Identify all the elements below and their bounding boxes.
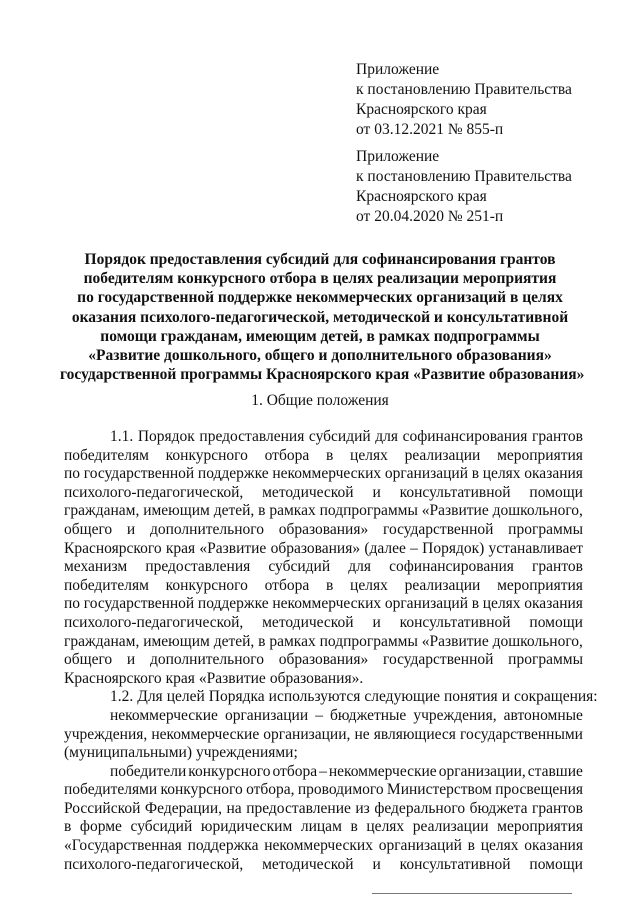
body-line: [64, 447, 583, 466]
body-word: «Государственная: [64, 837, 182, 855]
body-word: и: [126, 520, 136, 538]
body-word: отбора: [272, 762, 318, 780]
annex-label: Приложение: [356, 61, 440, 78]
body-line: [64, 726, 583, 745]
body-word: подпрограммы: [319, 502, 418, 520]
body-word: общего: [64, 651, 113, 669]
body-word: отбора: [264, 576, 310, 594]
body-word: психолого-педагогической,: [64, 483, 244, 501]
body-word: по: [64, 595, 81, 613]
body-line: [64, 651, 583, 670]
body-word: юридическим: [200, 818, 293, 836]
body-word: следующие: [364, 688, 441, 706]
body-word: реализации: [404, 446, 481, 464]
body-word: победителями: [64, 781, 158, 799]
body-line: [64, 633, 583, 652]
annex-region: Красноярского края: [356, 188, 487, 205]
body-word: из: [355, 799, 370, 817]
body-word: поддержка: [187, 837, 259, 855]
body-word: психолого-педагогической,: [64, 855, 244, 873]
body-word: дошкольного,: [492, 632, 583, 650]
body-word: 1.2.: [110, 688, 134, 706]
body-word: в: [471, 595, 480, 613]
body-word: организации,: [263, 725, 351, 743]
body-word: поддержке: [197, 465, 269, 483]
body-word: конкурсного: [165, 446, 248, 464]
body-word: дополнительного: [149, 651, 264, 669]
body-word: программы: [508, 520, 583, 538]
body-text: [64, 428, 598, 874]
body-word: устанавливает: [488, 539, 583, 557]
body-line: [64, 744, 583, 763]
body-line: [64, 577, 583, 596]
body-word: (муниципальными): [64, 744, 192, 762]
body-word: победителям: [64, 576, 149, 594]
body-word: бюджета: [469, 799, 528, 817]
body-word: и: [372, 483, 381, 501]
body-word: Федерации,: [144, 799, 222, 817]
body-word: организаций: [378, 837, 462, 855]
body-word: государственной: [83, 595, 195, 613]
body-word: оказания: [524, 837, 583, 855]
body-word: Красноярского: [64, 539, 162, 557]
body-word: форме: [79, 818, 122, 836]
body-word: предоставление: [246, 799, 351, 817]
annex-date-number: от 03.12.2021 № 855-п: [356, 121, 504, 138]
body-word: «Развитие: [199, 539, 267, 557]
body-word: психолого-педагогической,: [64, 613, 244, 631]
body-word: победители: [110, 762, 187, 780]
body-line: [64, 837, 583, 856]
body-word: некоммерческие: [151, 725, 260, 743]
body-word: в: [258, 502, 266, 520]
body-word: детей,: [213, 502, 255, 520]
body-word: в: [350, 818, 358, 836]
body-word: методической: [262, 855, 354, 873]
body-word: некоммерческих: [264, 837, 373, 855]
body-line: [64, 856, 583, 875]
annex-region: Красноярского края: [356, 101, 487, 118]
body-line: [64, 781, 583, 800]
body-word: гражданам,: [64, 632, 140, 650]
body-word: конкурсного: [160, 781, 243, 799]
body-word: государственной: [382, 651, 494, 669]
body-word: мероприятия: [497, 576, 583, 594]
body-word: некоммерческих: [272, 595, 382, 613]
body-word: в: [64, 818, 72, 836]
body-word: мероприятия: [497, 818, 583, 836]
body-word: предоставления: [145, 558, 251, 576]
body-word: рамках: [269, 632, 316, 650]
body-word: целях: [480, 837, 519, 855]
body-word: федерального: [374, 799, 466, 817]
body-word: для: [375, 428, 399, 445]
body-word: методической: [262, 613, 354, 631]
body-word: учреждения,: [64, 725, 148, 743]
body-word: Министерством: [386, 781, 492, 799]
body-word: грантов: [532, 428, 583, 445]
body-line: [64, 614, 583, 633]
body-word: проводимого: [297, 781, 384, 799]
body-word: и: [372, 613, 381, 631]
body-line: [64, 763, 583, 782]
body-word: 1.1.: [110, 428, 134, 445]
body-word: бюджетные: [330, 706, 407, 724]
body-word: мероприятия: [497, 446, 583, 464]
title-line: победителям конкурсного отбора в целях реализации мероприятия: [83, 270, 557, 288]
body-word: понятия: [444, 688, 498, 706]
body-word: дополнительного: [149, 520, 264, 538]
title-line: по государственной поддержке некоммерческих организаций в целях: [77, 289, 563, 307]
body-word: по: [64, 465, 81, 483]
body-word: предоставления: [199, 428, 305, 445]
body-word: (далее: [364, 539, 406, 557]
body-word: субсидий: [308, 428, 371, 445]
body-line: [64, 707, 583, 726]
title-line: помощи гражданам, имеющим детей, в рамках подпрограммы: [100, 327, 540, 345]
body-word: детей,: [213, 632, 255, 650]
body-word: Российской: [64, 799, 141, 817]
body-word: целях: [366, 818, 405, 836]
title-line: Порядок предоставления субсидий для софинансирования грантов: [84, 251, 556, 268]
body-word: конкурсного: [188, 762, 271, 780]
body-word: рамках: [269, 502, 316, 520]
body-word: края: [165, 539, 196, 557]
body-word: государственными: [460, 725, 583, 743]
body-word: субсидий: [268, 558, 331, 576]
body-word: консультативной: [399, 855, 511, 873]
body-word: просвещения: [495, 781, 583, 799]
annex-original-block: [356, 147, 616, 227]
body-word: конкурсного: [165, 576, 248, 594]
body-line: [64, 465, 583, 484]
body-word: образования»: [278, 520, 369, 538]
body-word: Порядок: [137, 428, 195, 445]
body-word: и: [372, 855, 381, 873]
body-word: отбора,: [246, 781, 295, 799]
body-word: некоммерческих: [272, 465, 382, 483]
body-word: сокращения:: [513, 688, 598, 706]
body-word: грантов: [532, 558, 583, 576]
body-word: целях: [350, 576, 388, 594]
body-word: учреждения,: [413, 706, 497, 724]
body-word: Для: [137, 688, 163, 706]
body-word: субсидий: [130, 818, 193, 836]
annex-current-block: [356, 60, 616, 140]
body-word: «Развитие: [421, 502, 489, 520]
body-word: консультативной: [399, 613, 511, 631]
body-word: используются: [268, 688, 361, 706]
body-word: некоммерческие: [110, 706, 218, 724]
body-line: [64, 521, 583, 540]
body-word: гражданам,: [64, 502, 140, 520]
body-word: и: [126, 651, 136, 669]
body-word: подпрограммы: [319, 632, 418, 650]
body-word: помощи: [529, 483, 583, 501]
annex-date-number: от 20.04.2020 № 251-п: [356, 208, 504, 225]
body-line: [64, 540, 583, 559]
body-word: в: [467, 837, 475, 855]
body-word: государственной: [83, 465, 195, 483]
body-word: грантов: [531, 799, 583, 817]
body-line: [64, 502, 583, 521]
body-word: Красноярского: [64, 669, 162, 687]
body-word: и: [501, 688, 510, 706]
body-word: отбора: [264, 446, 310, 464]
body-word: образования»: [270, 539, 361, 557]
body-word: целях: [482, 465, 521, 483]
body-word: образования»: [278, 651, 369, 669]
body-word: в: [325, 446, 334, 464]
body-word: организации,: [438, 762, 526, 780]
body-word: консультативной: [399, 483, 511, 501]
body-word: целях: [350, 446, 388, 464]
body-word: ставшие: [527, 762, 583, 780]
body-word: помощи: [529, 613, 583, 631]
body-word: государственной: [382, 520, 494, 538]
body-word: «Развитие: [421, 632, 489, 650]
body-word: не: [354, 725, 370, 743]
body-word: –: [410, 539, 418, 557]
body-word: дошкольного,: [492, 502, 583, 520]
body-word: образования».: [269, 669, 364, 687]
body-word: победителям: [64, 446, 149, 464]
body-word: на: [226, 799, 242, 817]
body-line: [64, 428, 583, 447]
body-word: являющиеся: [373, 725, 456, 743]
section-heading: 1. Общие положения: [251, 392, 389, 409]
body-line: [64, 818, 583, 837]
body-word: для: [348, 558, 371, 576]
body-word: учреждениями;: [196, 744, 298, 762]
body-word: имеющим: [143, 632, 210, 650]
body-word: методической: [262, 483, 354, 501]
body-line: [64, 688, 598, 707]
body-line: [64, 670, 583, 689]
body-word: общего: [64, 520, 113, 538]
body-word: –: [319, 762, 327, 780]
body-word: софинансирования: [389, 558, 514, 576]
title-line: оказания психолого-педагогической, методической и консультативной: [71, 308, 569, 326]
body-word: «Развитие: [198, 669, 266, 687]
annex-resolution: к постановлению Правительства: [356, 168, 572, 185]
body-word: лицам: [300, 818, 342, 836]
body-word: оказания: [524, 595, 583, 613]
body-line: [64, 484, 583, 503]
body-word: в: [325, 576, 334, 594]
body-word: механизм: [64, 558, 128, 576]
page-edge-line: [372, 893, 572, 894]
body-word: Порядок): [422, 539, 485, 557]
body-word: организаций: [384, 465, 469, 483]
body-word: целях: [482, 595, 521, 613]
body-word: целей: [166, 688, 205, 706]
body-word: оказания: [524, 465, 583, 483]
body-word: –: [315, 706, 323, 724]
body-line: [64, 800, 583, 819]
title-line: «Развитие дошкольного, общего и дополнительного образования»: [88, 347, 552, 365]
body-word: края: [165, 669, 195, 687]
annex-label: Приложение: [356, 148, 440, 165]
body-word: в: [471, 465, 480, 483]
body-line: [64, 558, 583, 577]
body-word: имеющим: [143, 502, 210, 520]
body-word: реализации: [412, 818, 489, 836]
body-word: организаций: [384, 595, 469, 613]
document-title: [60, 250, 585, 384]
body-word: организации: [224, 706, 309, 724]
body-word: автономные: [503, 706, 583, 724]
body-line: [64, 595, 583, 614]
body-word: реализации: [404, 576, 481, 594]
body-word: Порядка: [208, 688, 265, 706]
body-word: программы: [508, 651, 583, 669]
title-line: государственной программы Красноярского края «Развитие образования»: [60, 366, 585, 384]
body-word: в: [258, 632, 266, 650]
annex-resolution: к постановлению Правительства: [356, 81, 572, 98]
body-word: поддержке: [197, 595, 269, 613]
body-word: помощи: [529, 855, 583, 873]
body-word: некоммерческие: [328, 762, 437, 780]
body-word: софинансирования: [402, 428, 528, 445]
